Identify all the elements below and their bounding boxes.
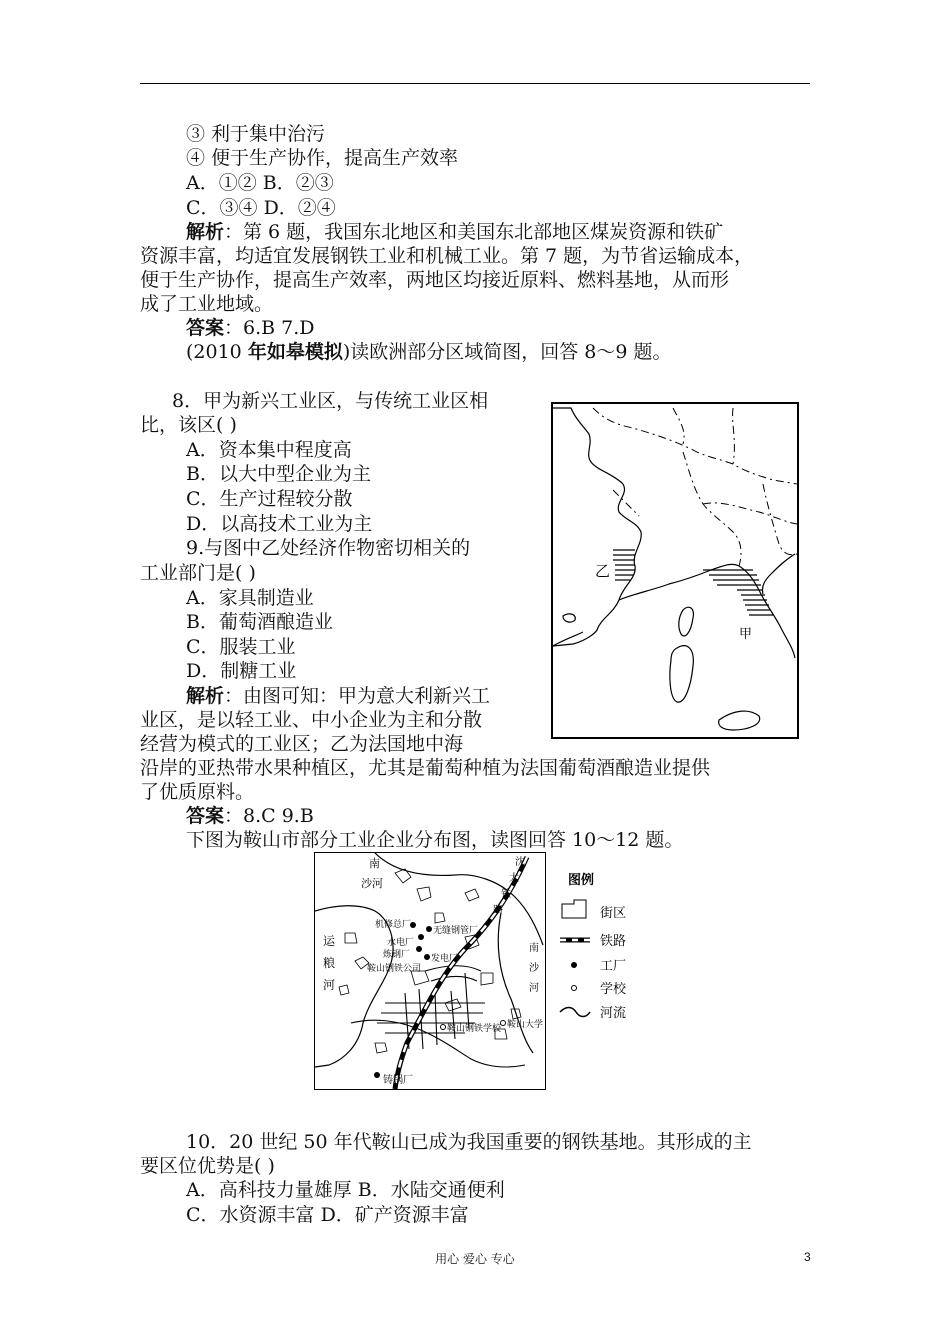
answer-text: ：6.B 7.D (224, 317, 315, 339)
analysis-line: 了优质原料。 (140, 781, 255, 803)
label-shuidian: 水电厂 (387, 938, 415, 948)
choice-line: C．水资源丰富 D．矿产资源丰富 (186, 1204, 469, 1226)
question-10-cont: 要区位优势是( ) (140, 1155, 275, 1177)
anshan-map-svg (315, 853, 545, 1089)
label-yunlianghe: 粮 (323, 956, 336, 970)
sardinia (670, 646, 693, 702)
europe-map-svg (553, 404, 797, 737)
factory-wufeng (426, 926, 432, 932)
label-fadian: 发电厂 (431, 954, 459, 964)
intro-source: 年如皋模拟 (247, 341, 343, 363)
option-line: ④ 便于生产协作，提高生产效率 (186, 147, 459, 169)
answer-line (186, 316, 315, 340)
label-nanshahe-right: 沙 (529, 963, 539, 974)
option-a: A．资本集中程度高 (186, 439, 352, 461)
label-nanshahe-right: 河 (529, 983, 539, 994)
legend-factory-icon (571, 962, 577, 968)
label-gangtie-school: 鞍山钢铁学校 (447, 1024, 502, 1034)
analysis-line: 成了工业地域。 (140, 293, 274, 315)
option-c: C．生产过程较分散 (186, 488, 353, 510)
option-b: B．以大中型企业为主 (186, 463, 371, 485)
page-number: 3 (804, 1250, 811, 1264)
analysis-text: ：由图可知：甲为意大利新兴工 (224, 685, 491, 707)
intro-line: 下图为鞍山市部分工业企业分布图，读图回答 10～12 题。 (186, 829, 684, 851)
label-nanshahe: 南 (369, 857, 380, 870)
option-line: ③ 利于集中治污 (186, 123, 326, 145)
legend-title: 图例 (568, 873, 595, 888)
intro-text: )读欧洲部分区域简图，回答 8～9 题。 (342, 341, 672, 363)
factory-shuidian (418, 934, 424, 940)
question-8: 8．甲为新兴工业区，与传统工业区相 (172, 390, 489, 412)
europe-map (551, 402, 799, 739)
label-yunlianghe: 运 (323, 934, 336, 948)
analysis-label: 解析 (186, 685, 225, 707)
answer-label: 答案 (186, 317, 225, 339)
border (683, 452, 741, 566)
answer-line (186, 804, 314, 828)
legend-river-icon (560, 1008, 590, 1017)
label-nanshahe-right: 南 (529, 943, 539, 954)
corsica (679, 607, 694, 636)
analysis-label: 解析 (186, 221, 225, 243)
option-c: C．服装工业 (186, 636, 296, 658)
option-a: A．家具制造业 (186, 587, 314, 609)
legend-item-school: 学校 (600, 982, 627, 997)
label-shenda: 铁 (501, 889, 511, 900)
label-wufeng: 无缝钢管厂 (433, 926, 479, 936)
question-9-cont: 工业部门是( ) (140, 562, 256, 584)
question-9: 9.与图中乙处经济作物密切相关的 (186, 537, 471, 559)
option-d: D．以高技术工业为主 (186, 513, 373, 535)
label-shenda: 路 (493, 905, 503, 916)
label-liangang: 炼钢厂 (383, 950, 411, 960)
school-daxue (501, 1021, 506, 1026)
analysis-line (186, 220, 723, 244)
legend-item-block: 街区 (600, 906, 627, 921)
label-zhuguo: 铸锅厂 (383, 1075, 413, 1086)
analysis-line: 沿岸的亚热带水果种植区，尤其是葡萄种植为法国葡萄酒酿造业提供 (140, 757, 711, 779)
label-angang: 鞍山钢铁公司 (367, 964, 422, 974)
factory-liangang (416, 946, 422, 952)
analysis-line (186, 684, 490, 708)
factory-fadian (424, 954, 430, 960)
intro-year: (2010 (186, 341, 248, 363)
choice-line: A．高科技力量雄厚 B．水陆交通便利 (186, 1179, 505, 1201)
border (593, 408, 797, 484)
legend-school-icon (572, 986, 577, 991)
label-nanshahe: 沙河 (361, 877, 383, 890)
intro-line (186, 340, 672, 364)
analysis-line: 便于生产协作，提高生产效率，两地区均接近原料、燃料基地，从而形 (140, 269, 730, 291)
answer-text: ：8.C 9.B (224, 805, 314, 827)
anshan-map (314, 852, 546, 1090)
analysis-line: 资源丰富，均适宜发展钢铁工业和机械工业。第 7 题，为节省运输成本， (140, 245, 754, 267)
label-shenda: 沈 (515, 857, 525, 868)
question-8-cont: 比，该区( ) (140, 414, 237, 436)
legend-item-river: 河流 (600, 1006, 627, 1021)
analysis-line: 业区，是以轻工业、中小企业为主和分散 (140, 709, 483, 731)
analysis-line: 经营为模式的工业区；乙为法国地中海 (140, 733, 464, 755)
page-footer: 用心 爱心 专心 (435, 1252, 515, 1266)
label-daxue: 鞍山大学 (507, 1020, 544, 1030)
label-jixiu: 机修总厂 (375, 920, 412, 930)
coastline (553, 408, 641, 646)
choice-line: C．③④ D．②④ (186, 197, 336, 219)
option-b: B．葡萄酒酿造业 (186, 611, 333, 633)
label-yunlianghe: 河 (323, 978, 336, 992)
anshan-legend (548, 866, 668, 1056)
answer-label: 答案 (186, 805, 225, 827)
header-rule (140, 83, 810, 84)
label-jia: 甲 (739, 627, 753, 642)
legend-block-icon (562, 900, 586, 918)
analysis-text: ：第 6 题，我国东北地区和美国东北部地区煤炭资源和铁矿 (224, 221, 724, 243)
label-yi: 乙 (595, 562, 611, 580)
city-grid (377, 966, 485, 1049)
legend-item-railway: 铁路 (600, 934, 627, 949)
question-10: 10．20 世纪 50 年代鞍山已成为我国重要的钢铁基地。其形成的主 (186, 1131, 752, 1153)
legend-item-factory: 工厂 (600, 959, 627, 974)
factory-zhuguo (374, 1072, 380, 1078)
choice-line: A．①② B．②③ (186, 172, 334, 194)
yi-region-hatch (613, 550, 635, 580)
label-shenda: 大 (509, 873, 519, 884)
option-d: D．制糖工业 (186, 660, 297, 682)
school-gangtie (441, 1025, 446, 1030)
